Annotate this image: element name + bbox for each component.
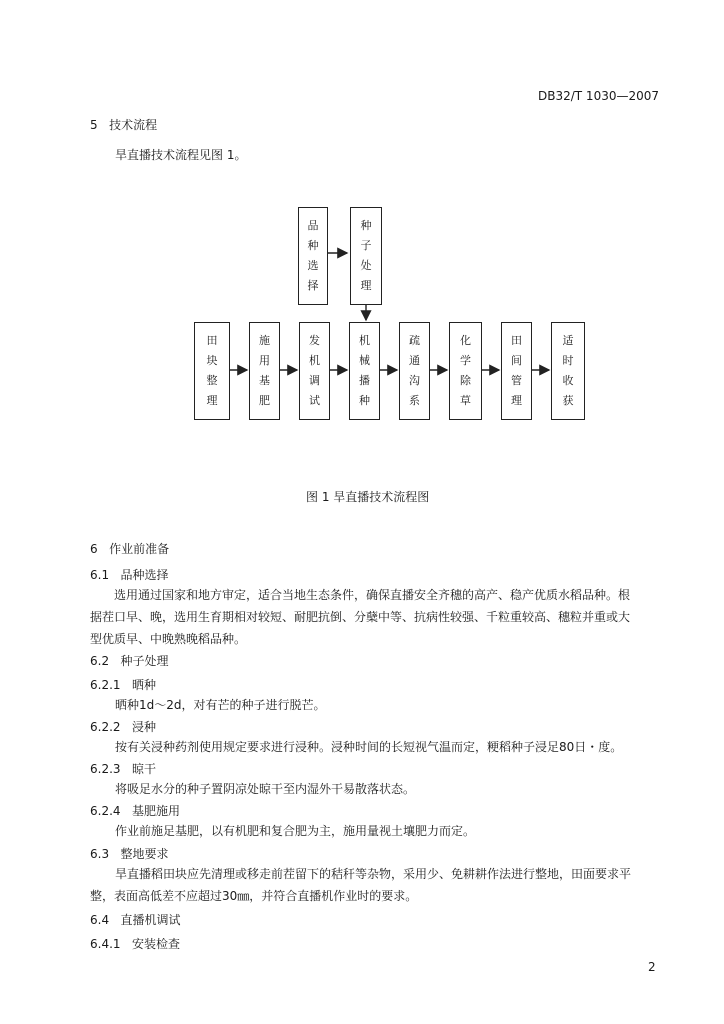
box-char: 用 <box>259 354 270 367</box>
box-char: 田 <box>511 334 522 347</box>
box-char: 除 <box>460 374 471 387</box>
flow-box-field-preparation <box>194 322 230 420</box>
box-char: 处 <box>360 259 372 272</box>
box-char: 种 <box>307 239 319 252</box>
box-char: 时 <box>562 354 574 367</box>
box-char: 理 <box>206 394 218 407</box>
section-title: 浸种 <box>132 720 157 734</box>
box-char: 整 <box>206 374 218 387</box>
box-char: 适 <box>562 334 574 347</box>
box-char: 播 <box>359 374 370 387</box>
box-char: 品 <box>307 219 319 232</box>
flow-box-timely-harvest <box>551 322 585 420</box>
paragraph-6-2-4: 作业前施足基肥，以有机肥和复合肥为主，施用量视土壤肥力而定。 <box>115 824 476 838</box>
box-char: 田 <box>206 334 218 347</box>
section-title: 技术流程 <box>109 118 158 132</box>
paragraph-6-1-line-2: 据茬口早、晚，选用生育期相对较短、耐肥抗倒、分蘖中等、抗病性较强、千粒重较高、穗粒并重或大 <box>90 610 631 624</box>
heading-6-2-1 <box>90 676 156 693</box>
box-char: 机 <box>309 354 320 367</box>
box-char: 草 <box>460 394 471 407</box>
section-title: 晾干 <box>132 762 157 776</box>
section-title: 基肥施用 <box>132 804 181 818</box>
section-title: 安装检查 <box>132 937 181 951</box>
box-char: 理 <box>360 279 372 292</box>
heading-6-4 <box>90 911 181 928</box>
section-number: 6.2 <box>90 654 110 668</box>
box-char: 收 <box>562 374 574 387</box>
section-number: 6 <box>90 542 98 556</box>
flow-box-field-management <box>501 322 532 420</box>
box-char: 获 <box>562 394 574 407</box>
heading-6-2-2 <box>90 718 156 735</box>
figure-caption: 图 1 旱直播技术流程图 <box>306 490 430 504</box>
paragraph-6-2-3: 将吸足水分的种子置阴凉处晾干至内湿外干易散落状态。 <box>115 782 416 796</box>
box-char: 选 <box>307 259 319 272</box>
section-number: 6.4 <box>90 913 110 927</box>
box-char: 肥 <box>259 394 270 407</box>
paragraph-6-2-2: 按有关浸种药剂使用规定要求进行浸种。浸种时间的长短视气温而定，粳稻种子浸足80日・度。 <box>115 740 623 754</box>
flow-box-ditch-clearing <box>399 322 430 420</box>
flow-box-variety-selection <box>298 207 328 305</box>
box-char: 发 <box>309 334 320 347</box>
box-char: 化 <box>460 334 471 347</box>
section-title: 种子处理 <box>120 654 169 668</box>
section-number: 6.3 <box>90 847 110 861</box>
box-char: 间 <box>511 354 522 367</box>
box-char: 疏 <box>409 334 420 347</box>
paragraph-6-1-line-3: 型优质早、中晚熟晚稻品种。 <box>90 632 247 646</box>
heading-6-2 <box>90 652 169 669</box>
box-char: 调 <box>309 374 320 387</box>
section-title: 品种选择 <box>120 568 169 582</box>
heading-6-2-4 <box>90 802 180 819</box>
heading-6-3 <box>90 845 169 862</box>
box-char: 施 <box>259 334 270 347</box>
section-title: 晒种 <box>132 678 157 692</box>
box-char: 基 <box>259 374 270 387</box>
section-number: 6.2.4 <box>90 804 121 818</box>
section-6-heading <box>90 540 169 557</box>
box-char: 种 <box>359 394 370 407</box>
box-char: 择 <box>307 279 319 292</box>
flow-box-seed-treatment <box>350 207 382 305</box>
box-char: 试 <box>309 394 320 407</box>
paragraph-6-3-line-2: 整，表面高低差不应超过30㎜，并符合直播机作业时的要求。 <box>90 889 418 903</box>
section-5-intro: 旱直播技术流程见图 1。 <box>115 148 247 162</box>
paragraph-6-3-line-1: 旱直播稻田块应先清理或移走前茬留下的秸秆等杂物，采用少、免耕耕作法进行整地，田面要求平 <box>115 867 632 881</box>
box-char: 管 <box>511 374 522 387</box>
page-number: 2 <box>648 960 656 974</box>
box-char: 械 <box>359 354 370 367</box>
box-char: 子 <box>360 239 372 252</box>
heading-6-4-1 <box>90 935 180 952</box>
section-number: 5 <box>90 118 98 132</box>
section-number: 6.1 <box>90 568 110 582</box>
box-char: 沟 <box>409 374 420 387</box>
paragraph-6-2-1: 晒种1d～2d，对有芒的种子进行脱芒。 <box>115 698 326 712</box>
section-number: 6.2.1 <box>90 678 121 692</box>
flow-box-mechanical-sowing <box>349 322 380 420</box>
box-char: 理 <box>511 394 522 407</box>
paragraph-6-1-line-1: 选用通过国家和地方审定，适合当地生态条件，确保直播安全齐穗的高产、稳产优质水稻品种。根 <box>114 588 631 602</box>
box-char: 机 <box>359 334 370 347</box>
box-char: 学 <box>460 354 471 367</box>
heading-6-2-3 <box>90 760 156 777</box>
section-number: 6.2.2 <box>90 720 121 734</box>
document-id: DB32/T 1030—2007 <box>538 89 660 103</box>
box-char: 通 <box>409 354 420 367</box>
flow-box-base-fertilizer <box>249 322 280 420</box>
heading-6-1 <box>90 566 169 583</box>
flow-box-chemical-weeding <box>449 322 482 420</box>
box-char: 系 <box>409 394 420 407</box>
section-title: 作业前准备 <box>109 542 170 556</box>
section-title: 直播机调试 <box>120 913 181 927</box>
section-number: 6.2.3 <box>90 762 121 776</box>
section-number: 6.4.1 <box>90 937 121 951</box>
box-char: 块 <box>206 354 218 367</box>
section-title: 整地要求 <box>120 847 169 861</box>
flow-box-machine-adjustment <box>299 322 330 420</box>
box-char: 种 <box>360 219 372 232</box>
